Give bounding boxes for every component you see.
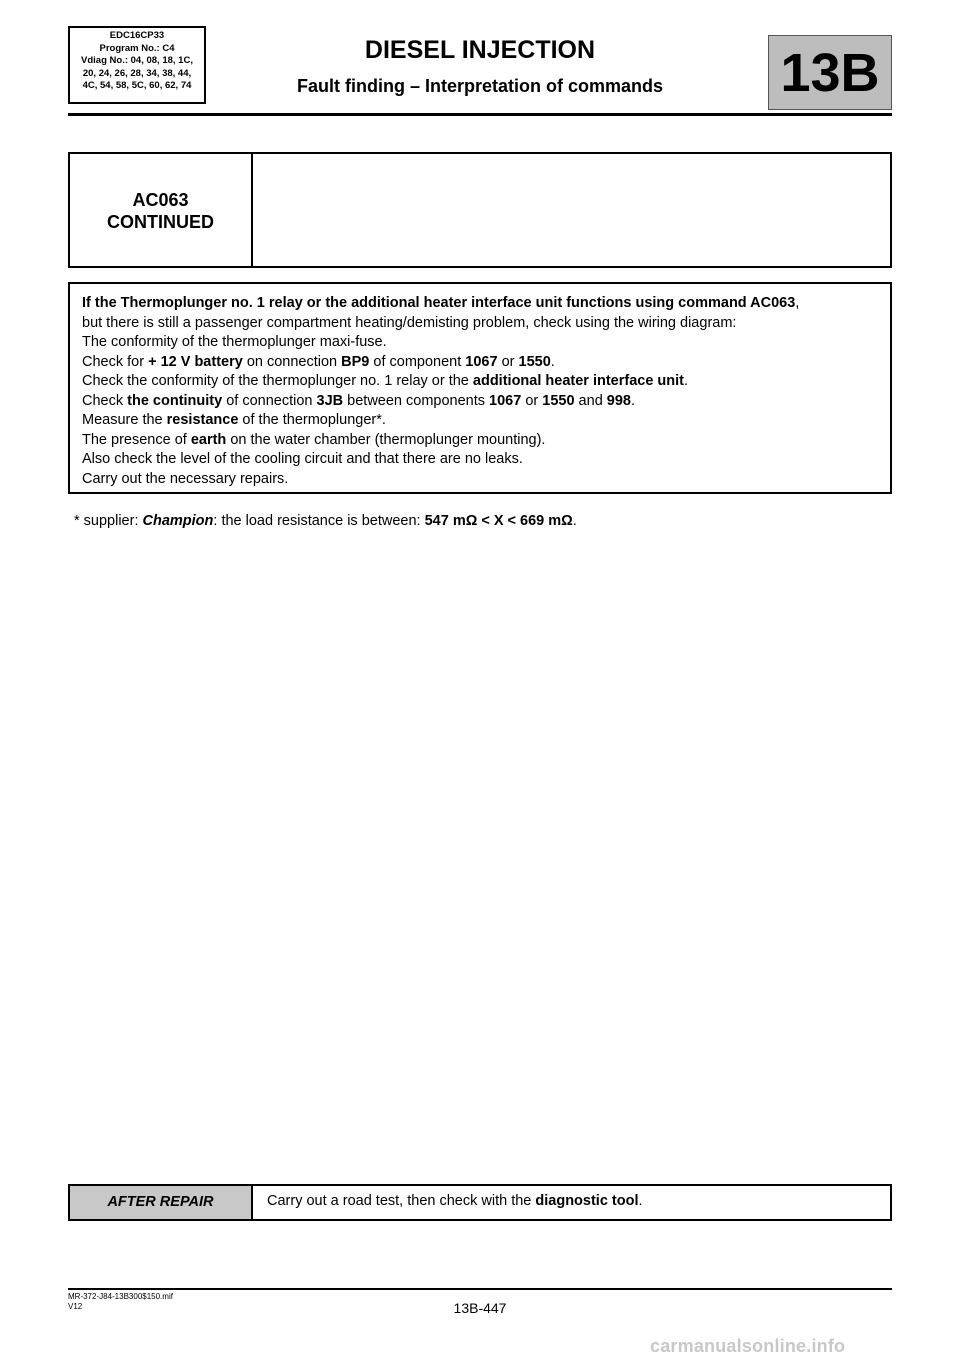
instruction-text: on connection [242,353,342,370]
section-badge: 13B [768,35,892,110]
watermark: carmanualsonline.info [650,1336,846,1356]
note-text: * supplier: [74,513,143,529]
instruction-bold: 998 [606,392,631,409]
vehicle-info-line: 20, 24, 26, 28, 34, 38, 44, [82,67,192,79]
instruction-text: of component [369,353,466,370]
fault-code-cell [70,154,253,266]
note-text: . [572,513,577,529]
instruction-line [82,411,878,431]
after-repair-text: . [638,1193,643,1209]
after-repair-text: Carry out a road test, then check with the [267,1193,536,1209]
instruction-text: on the water chamber (thermoplunger mounting). [226,431,546,448]
instruction-text: between components [343,392,490,409]
footer-divider [68,1288,892,1290]
vehicle-info-line: Vdiag No.: 04, 08, 18, 1C, [81,55,193,66]
supplier-note [74,513,577,529]
instruction-line [82,353,878,373]
instruction-bold: 1550 [518,353,551,370]
note-text: : the load resistance is between: [213,513,425,529]
page-number: 13B-447 [453,1300,507,1316]
footer-filename: MR-372-J84-13B300$150.mif [68,1292,173,1301]
after-repair-table [68,1184,892,1221]
fault-description-cell [253,154,890,266]
vehicle-info-box [68,26,206,104]
instruction-text: of connection [222,392,317,409]
instruction-text: and [574,392,607,409]
note-resistance-range: 547 mΩ < X < 669 mΩ [424,513,573,529]
footer-version: V12 [68,1302,83,1311]
instruction-text: of the thermoplunger*. [238,412,386,428]
fault-code: AC063 [132,190,189,210]
vehicle-info-line: 4C, 54, 58, 5C, 60, 62, 74 [82,80,192,91]
instruction-bold: 1550 [542,392,575,409]
vehicle-info-line: EDC16CP33 [109,30,165,41]
vehicle-info-line: Program No.: C4 [99,42,175,54]
instruction-bold: the continuity [127,392,223,409]
instructions-box [68,282,892,494]
instruction-bold: earth [190,431,227,448]
instruction-text: Measure the [82,412,167,428]
instruction-text: or [497,353,519,370]
instruction-line: Carry out the necessary repairs. [82,470,289,487]
instruction-line [82,392,878,412]
instruction-bold: additional heater interface unit [472,373,684,389]
instruction-bold: BP9 [341,353,370,370]
after-repair-bold: diagnostic tool [535,1193,639,1209]
instruction-bold: 1067 [489,392,522,409]
instruction-bold: + 12 V battery [148,353,243,370]
instruction-bold: resistance [166,412,239,428]
instruction-bold: 1067 [465,353,498,370]
header-divider [68,113,892,116]
instruction-text: , [795,295,800,311]
instruction-text: Check [82,392,128,409]
instruction-text: . [630,392,636,409]
instruction-line: Also check the level of the cooling circuit and that there are no leaks. [82,451,523,467]
fault-header-table [68,152,892,268]
instruction-text: Check for [82,353,149,370]
after-repair-label: AFTER REPAIR [70,1186,253,1219]
instruction-text: or [521,392,543,409]
instruction-text: Check the conformity of the thermoplunger no. 1 relay or the [82,373,473,389]
fault-status: CONTINUED [107,212,214,232]
note-supplier: Champion [142,513,214,529]
instruction-line: but there is still a passenger compartment heating/demisting problem, check using the wiring diagram: [82,314,737,331]
instruction-line [82,372,878,392]
instruction-line [82,294,878,314]
instruction-line: The conformity of the thermoplunger maxi-fuse. [82,334,387,350]
instruction-text: . [684,373,689,389]
instruction-bold: 3JB [316,392,344,409]
page-subtitle: Fault finding – Interpretation of commands [296,76,663,96]
instruction-line [82,431,878,451]
instruction-bold: If the Thermoplunger no. 1 relay or the additional heater interface unit functions using command AC063 [82,295,796,311]
instruction-text: The presence of [82,431,191,448]
instruction-text: . [550,353,555,370]
after-repair-instruction [253,1186,890,1219]
page-title: DIESEL INJECTION [364,36,596,64]
